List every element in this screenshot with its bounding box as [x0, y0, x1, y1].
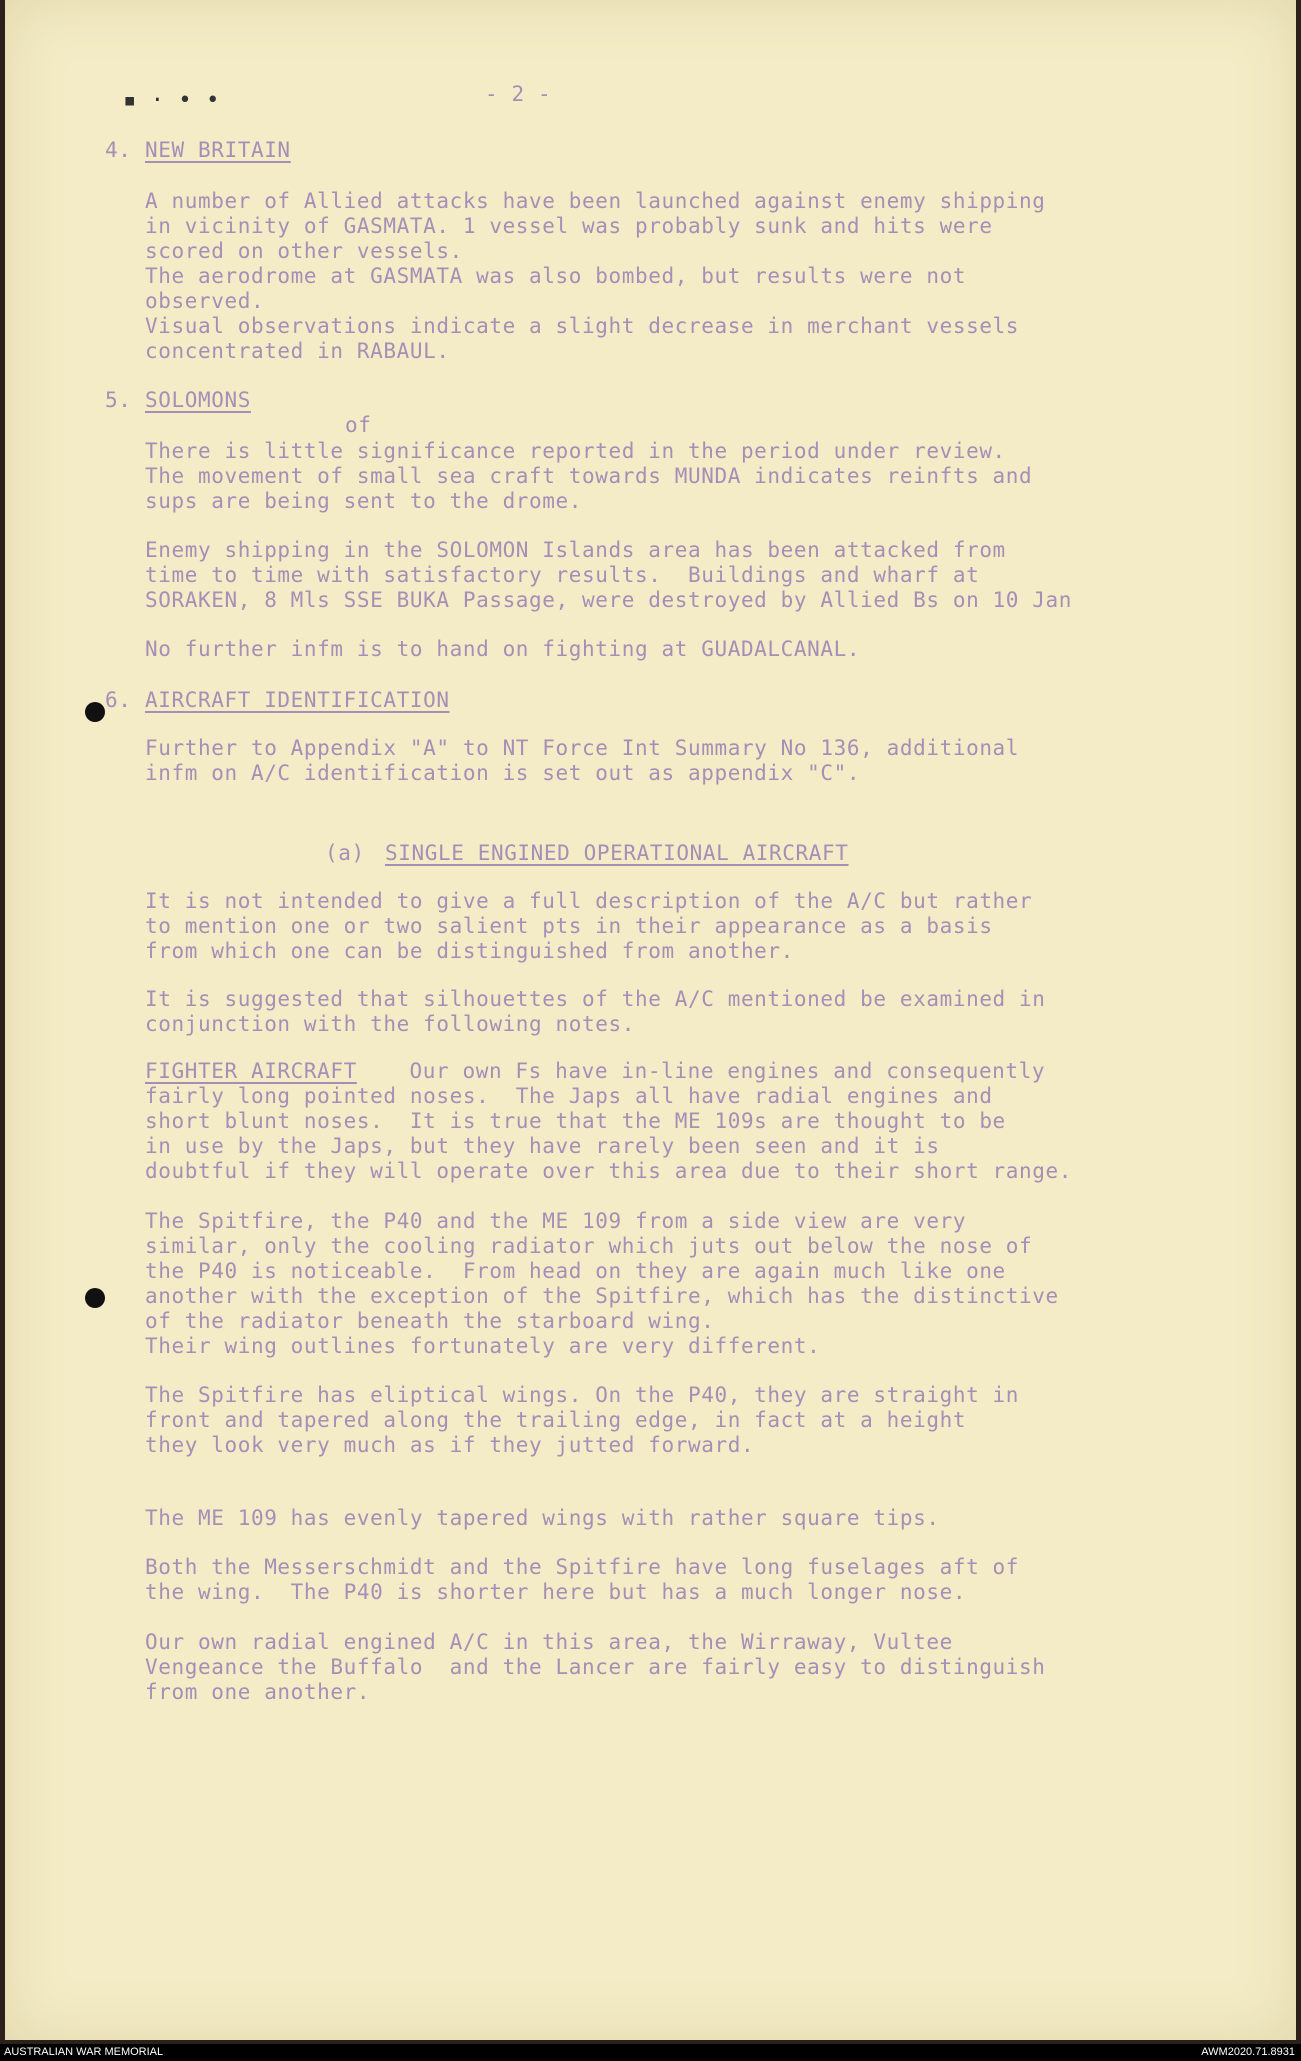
text-line: Our own radial engined A/C in this area, the Wirraway, Vultee: [145, 1630, 953, 1654]
text-line: doubtful if they will operate over this area due to their short range.: [145, 1159, 1073, 1183]
text-line: observed.: [145, 289, 265, 313]
fighter-paragraph-first-line: Our own Fs have in-line engines and consequently: [383, 1059, 1046, 1083]
section-number-5: 5.: [105, 388, 132, 412]
section-number-4: 4.: [105, 138, 132, 162]
heading-new-britain: NEW BRITAIN: [145, 138, 291, 162]
text-line: A number of Allied attacks have been launched against enemy shipping: [145, 189, 1046, 213]
text-line: from which one can be distinguished from another.: [145, 939, 794, 963]
text-line: similar, only the cooling radiator which juts out below the nose of: [145, 1234, 1033, 1258]
subheading-single-engined: SINGLE ENGINED OPERATIONAL AIRCRAFT: [385, 841, 849, 865]
text-line: No further infm is to hand on fighting at GUADALCANAL.: [145, 637, 861, 661]
subheading-prefix: (a): [325, 841, 365, 865]
text-line: Visual observations indicate a slight decrease in merchant vessels: [145, 314, 1020, 338]
text-line: front and tapered along the trailing edge, in fact at a height: [145, 1408, 967, 1432]
typed-text: [5, 0, 1296, 2040]
handwritten-insert-of: of: [345, 413, 372, 437]
text-line: sups are being sent to the drome.: [145, 489, 583, 513]
text-line: from one another.: [145, 1680, 371, 1704]
text-line: The movement of small sea craft towards MUNDA indicates reinfts and: [145, 464, 1033, 488]
text-line: of the radiator beneath the starboard wing.: [145, 1309, 715, 1333]
text-line: in vicinity of GASMATA. 1 vessel was probably sunk and hits were: [145, 214, 993, 238]
heading-solomons: SOLOMONS: [145, 388, 251, 412]
text-line: conjunction with the following notes.: [145, 1012, 635, 1036]
text-line: they look very much as if they jutted forward.: [145, 1433, 755, 1457]
archive-footer: [0, 2044, 1301, 2061]
text-line: time to time with satisfactory results. Buildings and wharf at: [145, 563, 980, 587]
text-line: another with the exception of the Spitfire, which has the distinctive: [145, 1284, 1059, 1308]
text-line: It is suggested that silhouettes of the A/C mentioned be examined in: [145, 987, 1046, 1011]
page-number: - 2 -: [485, 82, 552, 106]
text-line: There is little significance reported in the period under review.: [145, 439, 1006, 463]
text-line: The aerodrome at GASMATA was also bombed, but results were not: [145, 264, 967, 288]
text-line: fairly long pointed noses. The Japs all have radial engines and: [145, 1084, 993, 1108]
text-line: the wing. The P40 is shorter here but has a much longer nose.: [145, 1580, 967, 1604]
text-line: to mention one or two salient pts in their appearance as a basis: [145, 914, 993, 938]
text-line: the P40 is noticeable. From head on they are again much like one: [145, 1259, 1006, 1283]
document-page: [5, 0, 1296, 2040]
fighter-aircraft-label: FIGHTER AIRCRAFT: [145, 1059, 357, 1083]
text-line: Enemy shipping in the SOLOMON Islands area has been attacked from: [145, 538, 1006, 562]
text-line: Vengeance the Buffalo and the Lancer are fairly easy to distinguish: [145, 1655, 1046, 1679]
text-line: The Spitfire has eliptical wings. On the P40, they are straight in: [145, 1383, 1020, 1407]
text-line: The ME 109 has evenly tapered wings with rather square tips.: [145, 1506, 940, 1530]
text-line: Further to Appendix "A" to NT Force Int Summary No 136, additional: [145, 736, 1020, 760]
section-number-6: 6.: [105, 688, 132, 712]
text-line: infm on A/C identification is set out as appendix "C".: [145, 761, 861, 785]
text-line: short blunt noses. It is true that the ME 109s are thought to be: [145, 1109, 1006, 1133]
text-line: in use by the Japs, but they have rarely been seen and it is: [145, 1134, 940, 1158]
text-line: scored on other vessels.: [145, 239, 463, 263]
heading-aircraft-identification: AIRCRAFT IDENTIFICATION: [145, 688, 450, 712]
text-line: concentrated in RABAUL.: [145, 339, 450, 363]
footer-reference: AWM2020.71.8931: [1201, 2046, 1295, 2058]
ink-marks: ▪ · • •: [123, 88, 220, 113]
text-line: The Spitfire, the P40 and the ME 109 from a side view are very: [145, 1209, 967, 1233]
text-line: Their wing outlines fortunately are very different.: [145, 1334, 821, 1358]
footer-institution: AUSTRALIAN WAR MEMORIAL: [4, 2046, 164, 2058]
text-line: It is not intended to give a full description of the A/C but rather: [145, 889, 1033, 913]
text-line: Both the Messerschmidt and the Spitfire have long fuselages aft of: [145, 1555, 1020, 1579]
text-line: SORAKEN, 8 Mls SSE BUKA Passage, were destroyed by Allied Bs on 10 Jan: [145, 588, 1073, 612]
